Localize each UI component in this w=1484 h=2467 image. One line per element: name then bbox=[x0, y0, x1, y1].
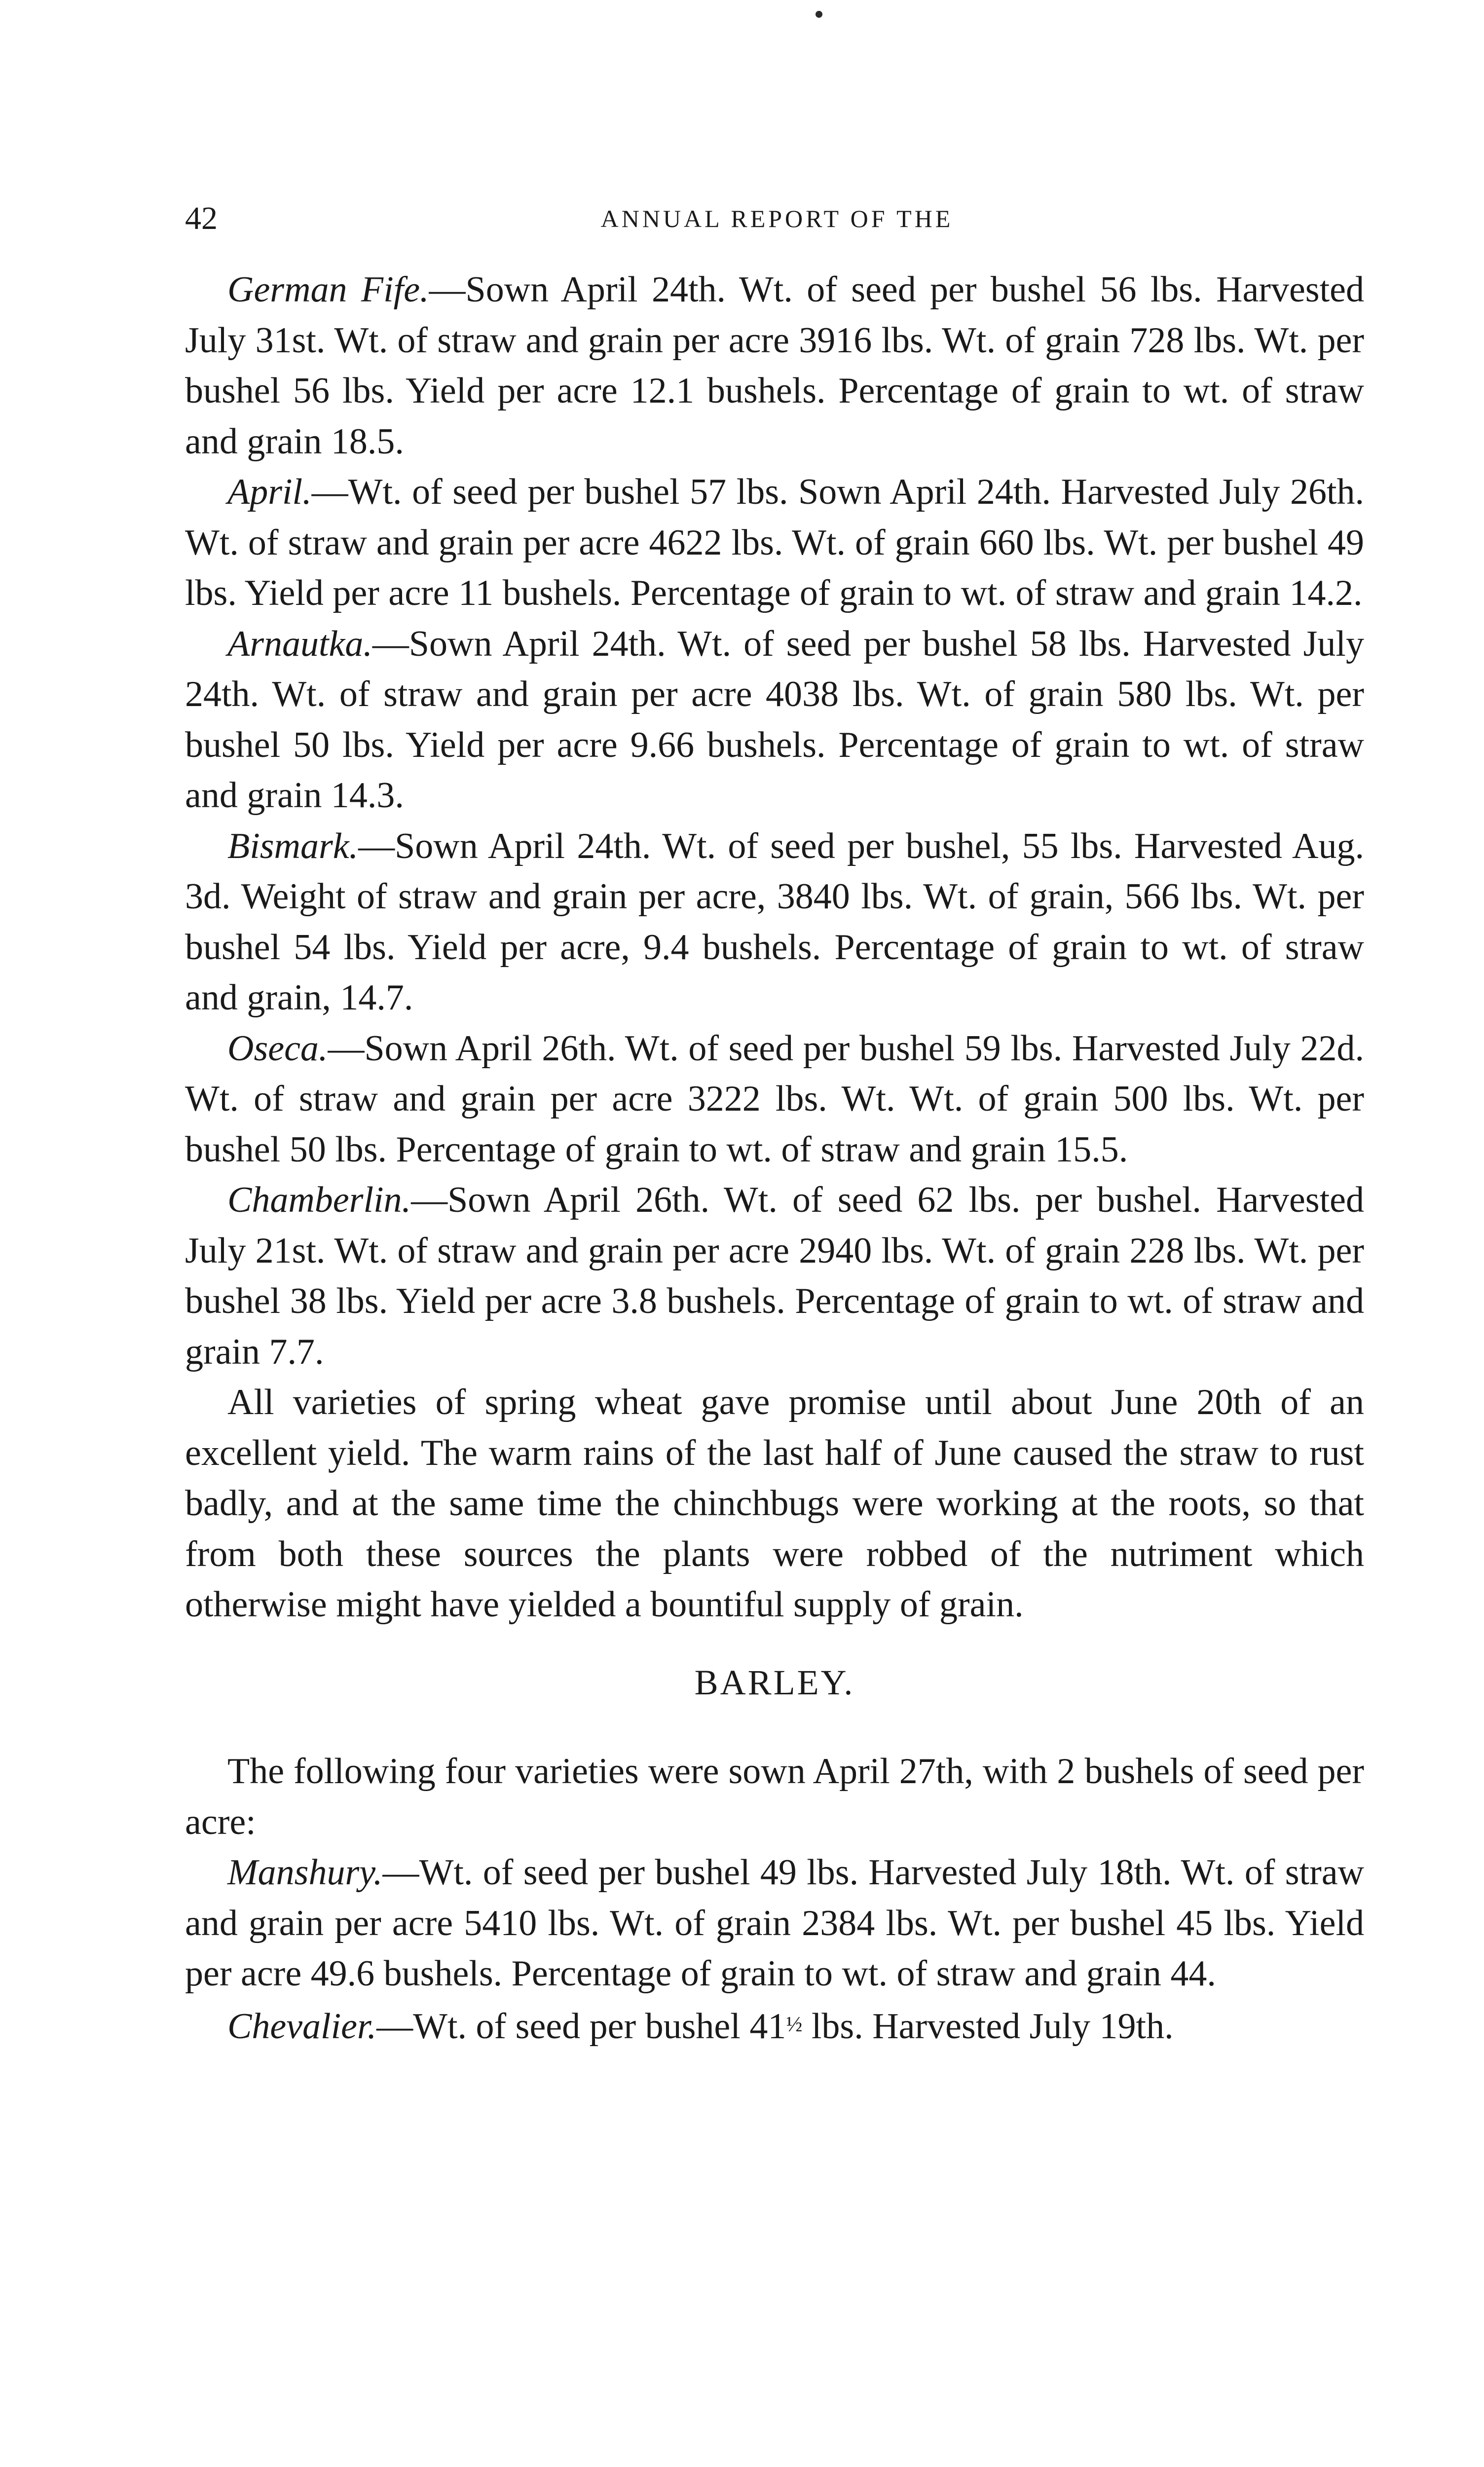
fraction: ½ bbox=[786, 2012, 803, 2036]
wheat-entry bbox=[185, 1023, 1364, 1175]
variety-name: April. bbox=[227, 472, 312, 512]
section-title-barley: BARLEY. bbox=[694, 1662, 855, 1702]
variety-name: Manshury. bbox=[227, 1852, 383, 1893]
page-header bbox=[185, 196, 1369, 241]
variety-name: German Fife. bbox=[227, 269, 429, 310]
variety-description: —Sown April 26th. Wt. of seed 62 lbs. per bushel. Harvested July 21st. Wt. of straw and grain per acre 2940 lbs. Wt. of grain 228 lbs. Wt. per bushel 38 lbs. Yield per acre 3.8 bushels. Percentage of grain to wt. of straw and grain 7.7. bbox=[185, 1180, 1364, 1372]
wheat-entry bbox=[185, 467, 1364, 619]
wheat-entry bbox=[185, 264, 1364, 467]
body-text bbox=[185, 264, 1364, 2052]
variety-description: —Sown April 26th. Wt. of seed per bushel 59 lbs. Harvested July 22d. Wt. of straw and grain per acre 3222 lbs. Wt. Wt. of grain 500 lbs. Wt. per bushel 50 lbs. Percentage of grain to wt. of straw and grain 15.5. bbox=[185, 1028, 1364, 1170]
variety-description: —Wt. of seed per bushel 57 lbs. Sown April 24th. Harvested July 26th. Wt. of straw and grain per acre 4622 lbs. Wt. of grain 660 lbs. Wt. per bushel 49 lbs. Yield per acre 11 bushels. Percentage of grain to wt. of straw and grain 14.2. bbox=[185, 472, 1364, 613]
variety-description: —Wt. of seed per bushel 41 bbox=[376, 2006, 786, 2047]
variety-name: Bismark. bbox=[227, 825, 359, 866]
variety-name: Chamberlin. bbox=[227, 1180, 411, 1220]
wheat-summary: All varieties of spring wheat gave promise until about June 20th of an excellent yield. The warm rains of the last half of June caused the straw to rust badly, and at the same time the chinchbugs were working at the roots, so that from both these sources the plants were robbed of the nutriment which otherwise might have yielded a bountiful supply of grain. bbox=[185, 1382, 1364, 1625]
variety-description: —Sown April 24th. Wt. of seed per bushel 56 lbs. Harvested July 31st. Wt. of straw and grain per acre 3916 lbs. Wt. of grain 728 lbs. Wt. per bushel 56 lbs. Yield per acre 12.1 bushels. Percentage of grain to wt. of straw and grain 18.5. bbox=[185, 269, 1364, 462]
page-number: 42 bbox=[185, 200, 218, 236]
barley-entry bbox=[185, 1999, 1364, 2052]
variety-description: —Wt. of seed per bushel 49 lbs. Harvested July 18th. Wt. of straw and grain per acre 5410 lbs. Wt. of grain 2384 lbs. Wt. per bushel 45 lbs. Yield per acre 49.6 bushels. Percentage of grain to wt. of straw and grain 44. bbox=[185, 1852, 1364, 1994]
variety-name: Chevalier. bbox=[227, 2006, 377, 2047]
variety-description-end: lbs. Harvested July 19th. bbox=[802, 2006, 1174, 2047]
wheat-entry bbox=[185, 1175, 1364, 1377]
barley-entry bbox=[185, 1847, 1364, 1999]
variety-name: Oseca. bbox=[227, 1028, 328, 1069]
variety-description: —Sown April 24th. Wt. of seed per bushel, 55 lbs. Harvested Aug. 3d. Weight of straw and grain per acre, 3840 lbs. Wt. of grain, 566 lbs. Wt. per bushel 54 lbs. Yield per acre, 9.4 bushels. Percentage of grain to wt. of straw and grain, 14.7. bbox=[185, 825, 1364, 1018]
running-head: ANNUAL REPORT OF THE bbox=[600, 205, 954, 232]
variety-description: —Sown April 24th. Wt. of seed per bushel 58 lbs. Harvested July 24th. Wt. of straw and grain per acre 4038 lbs. Wt. of grain 580 lbs. Wt. per bushel 50 lbs. Yield per acre 9.66 bushels. Percentage of grain to wt. of straw and grain 14.3. bbox=[185, 623, 1364, 816]
barley-intro: The following four varieties were sown April 27th, with 2 bushels of seed per acre: bbox=[185, 1751, 1364, 1842]
ink-speck bbox=[816, 11, 822, 18]
wheat-entry bbox=[185, 821, 1364, 1023]
wheat-entry bbox=[185, 619, 1364, 821]
variety-name: Arnautka. bbox=[227, 623, 372, 664]
